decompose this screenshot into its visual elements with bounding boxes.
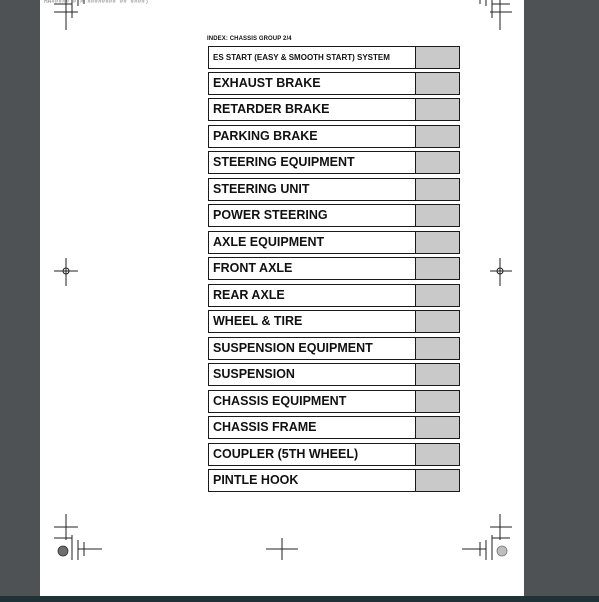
index-item-chassis-equipment[interactable] bbox=[208, 390, 460, 413]
index-tab[interactable] bbox=[415, 47, 459, 68]
index-item-steering-unit[interactable] bbox=[208, 178, 460, 201]
index-tab[interactable] bbox=[415, 99, 459, 120]
index-item-label: STEERING EQUIPMENT bbox=[213, 155, 355, 169]
index-tab[interactable] bbox=[415, 258, 459, 279]
index-tab[interactable] bbox=[415, 391, 459, 412]
index-item-label: WHEEL & TIRE bbox=[213, 314, 303, 328]
index-tab[interactable] bbox=[415, 126, 459, 147]
index-item-label: REAR AXLE bbox=[213, 288, 285, 302]
index-item-label: STEERING UNIT bbox=[213, 182, 310, 196]
index-tab[interactable] bbox=[415, 285, 459, 306]
index-item-label: POWER STEERING bbox=[213, 208, 328, 222]
index-tab[interactable] bbox=[415, 470, 459, 491]
index-item-wheel-tire[interactable] bbox=[208, 310, 460, 333]
index-item-suspension-equipment[interactable] bbox=[208, 337, 460, 360]
index-item-label: ES START (EASY & SMOOTH START) SYSTEM bbox=[213, 53, 390, 62]
index-item-retarder-brake[interactable] bbox=[208, 98, 460, 121]
index-item-pintle-hook[interactable] bbox=[208, 469, 460, 492]
index-tab[interactable] bbox=[415, 311, 459, 332]
index-item-label: AXLE EQUIPMENT bbox=[213, 235, 325, 249]
index-item-label: CHASSIS FRAME bbox=[213, 420, 317, 434]
index-item-suspension[interactable] bbox=[208, 363, 460, 386]
index-tab[interactable] bbox=[415, 232, 459, 253]
viewer-bottom-bar bbox=[0, 596, 599, 602]
index-tab[interactable] bbox=[415, 338, 459, 359]
index-item-steering-equipment[interactable] bbox=[208, 151, 460, 174]
index-item-label: PINTLE HOOK bbox=[213, 473, 299, 487]
index-item-chassis-frame[interactable] bbox=[208, 416, 460, 439]
index-item-label: EXHAUST BRAKE bbox=[213, 76, 321, 90]
index-tab[interactable] bbox=[415, 444, 459, 465]
index-item-label: RETARDER BRAKE bbox=[213, 102, 330, 116]
index-title: INDEX: CHASSIS GROUP 2/4 bbox=[207, 36, 292, 42]
index-item-exhaust-brake[interactable] bbox=[208, 72, 460, 95]
index-item-label: PARKING BRAKE bbox=[213, 129, 318, 143]
index-item-label: FRONT AXLE bbox=[213, 261, 293, 275]
index-item-es-start[interactable] bbox=[208, 46, 460, 69]
index-item-coupler[interactable] bbox=[208, 443, 460, 466]
index-item-axle-equipment[interactable] bbox=[208, 231, 460, 254]
index-tab[interactable] bbox=[415, 73, 459, 94]
index-tab[interactable] bbox=[415, 152, 459, 173]
index-item-label: SUSPENSION bbox=[213, 367, 295, 381]
index-item-front-axle[interactable] bbox=[208, 257, 460, 280]
running-header: MA##### # # ######## ## ####) bbox=[44, 0, 149, 4]
index-item-rear-axle[interactable] bbox=[208, 284, 460, 307]
index-tab[interactable] bbox=[415, 205, 459, 226]
index-tab[interactable] bbox=[415, 364, 459, 385]
index-tab[interactable] bbox=[415, 417, 459, 438]
index-item-label: CHASSIS EQUIPMENT bbox=[213, 394, 347, 408]
index-tab[interactable] bbox=[415, 179, 459, 200]
index-item-label: COUPLER (5TH WHEEL) bbox=[213, 447, 359, 461]
index-item-power-steering[interactable] bbox=[208, 204, 460, 227]
index-item-label: SUSPENSION EQUIPMENT bbox=[213, 341, 373, 355]
index-item-parking-brake[interactable] bbox=[208, 125, 460, 148]
